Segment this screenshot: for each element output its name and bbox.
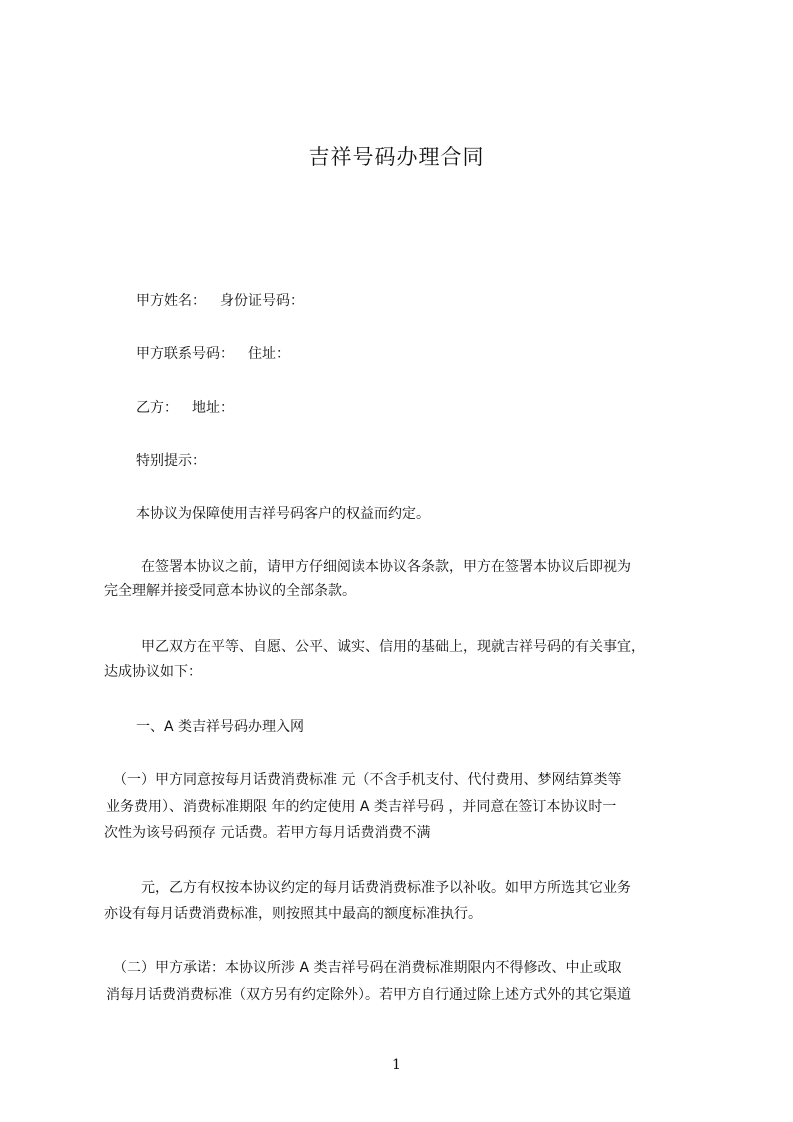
clause-1-line-2: 业务费用）、消费标准期限 年的约定使用 A 类吉祥号码 ，并同意在签订本协议时一 [106, 799, 617, 815]
clause-1-continuation-line-1: 元，乙方有权按本协议约定的每月话费消费标准予以补收。如甲方所选其它业务 [141, 880, 631, 896]
clause-1-line-3: 次性为该号码预存 元话费。若甲方每月话费消费不满 [104, 825, 431, 841]
party-b-label: 乙方： [136, 400, 178, 416]
special-notice-label: 特别提示： [136, 453, 206, 469]
clause-2-line-2: 消每月话费消费标准（双方另有约定除外）。若甲方自行通过除上述方式外的其它渠道 [106, 987, 631, 1003]
paragraph-before-signing-line-2: 完全理解并接受同意本协议的全部条款。 [104, 583, 356, 599]
paragraph-before-signing-line-1: 在签署本协议之前，请甲方仔细阅读本协议各条款，甲方在签署本协议后即视为 [141, 559, 631, 575]
id-number-label: 身份证号码： [220, 293, 304, 309]
clause-2-line-1: （二）甲方承诺：本协议所涉 A 类吉祥号码在消费标准期限内不得修改、中止或取 [113, 960, 622, 976]
address-label: 住址： [248, 346, 290, 362]
clause-1-line-1: （一）甲方同意按每月话费消费标准 元（不含手机支付、代付费用、梦网结算类等 [113, 772, 622, 788]
paragraph-parties-line-1: 甲乙双方在平等、自愿、公平、诚实、信用的基础上，现就吉祥号码的有关事宜， [141, 639, 645, 655]
paragraph-parties-line-2: 达成协议如下： [104, 664, 202, 680]
page-number: 1 [392, 1057, 401, 1073]
party-b-address-label: 地址： [192, 400, 234, 416]
clause-1-continuation-line-2: 亦设有每月话费消费标准，则按照其中最高的额度标准执行。 [104, 906, 482, 922]
party-a-contact-line [136, 344, 290, 364]
section-1-heading: 一、A 类吉祥号码办理入网 [136, 719, 305, 735]
party-a-phone-label: 甲方联系号码： [136, 346, 234, 362]
paragraph-purpose: 本协议为保障使用吉祥号码客户的权益而约定。 [136, 506, 430, 522]
party-a-name-label: 甲方姓名： [136, 293, 206, 309]
party-b-line [136, 398, 234, 418]
document-title: 吉祥号码办理合同 [308, 145, 485, 169]
party-a-info-line [136, 291, 304, 311]
